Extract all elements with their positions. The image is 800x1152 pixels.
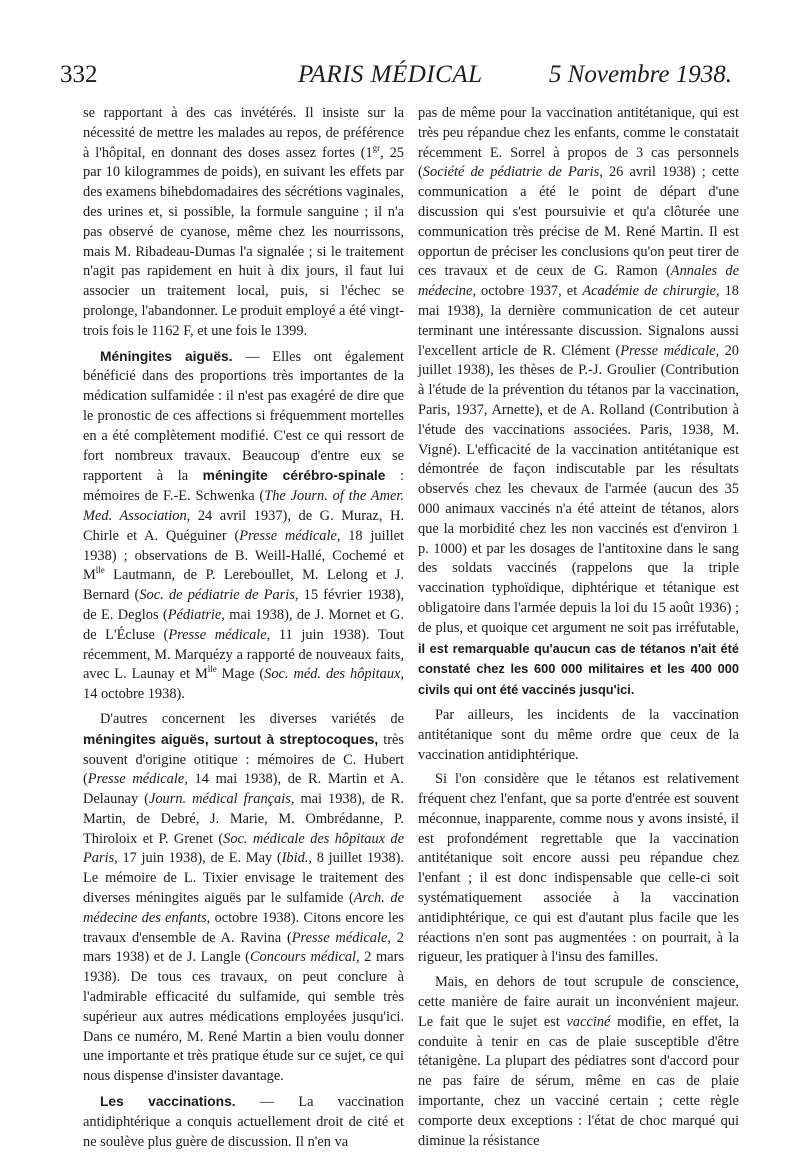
left-column [83, 104, 404, 1152]
bold-text: il est remarquable qu'aucun cas de tétanos n'ait été constaté chez les 600 000 militaires et les 400 000 civils qui ont été vaccinés jusqu'ici. [418, 640, 739, 698]
citation-text: Presse médicale, [620, 342, 720, 359]
body-text: Si l'on considère que le tétanos est relativement fréquent chez l'enfant, que sa porte d'entrée est souvent méconnue, inapparente, comme nous y avons insisté, il est profondément regrettable que la vaccination antitétanique soit encore aussi peu répandue chez l'enfant ; il est donc indispensable que celle-ci soit systématiquement associée à la vaccination antidiphtérique, ce qui est d'autant plus facile que les réactions n'en sont pas augmentées : on pourrait, à la rigueur, les pratiquer à l'insu des familles. [418, 771, 739, 966]
body-text: mai 1938), de J. Mornet et G. de L'Écluse ( [83, 606, 404, 643]
paragraph [83, 104, 404, 342]
body-text: modifie, en effet, la conduite à tenir en cas de plaie susceptible d'être tétanigène. La plupart des pédiatres sont d'accord pour ne pas faire de sérum, même en cas de plaie importante, chez un vacciné certain ; cette règle comporte deux exceptions : l'état de choc marqué qui diminue la résistance [418, 1013, 739, 1149]
right-column [418, 104, 739, 1151]
body-text: octobre 1937, et [475, 283, 583, 300]
bold-text: méningites aiguës, surtout à streptocoques, [83, 731, 379, 747]
citation-text: Concours médical, [249, 949, 360, 966]
paragraph [418, 973, 739, 1151]
citation-text: The Journ. of the Amer. Med. Association, [83, 488, 404, 524]
citation-text: Presse médicale, [239, 527, 341, 544]
body-text: 8 juillet 1938). Le mémoire de L. Tixier envisage le traitement des diverses méningites aiguës par le sulfamide ( [83, 850, 405, 907]
superscript: lle [95, 565, 105, 576]
body-text: très souvent d'origine otitique : mémoires de C. Hubert ( [83, 731, 404, 788]
body-text: 20 juillet 1938), les thèses de P.-J. Groulier (Contribution à l'étude de la prévention du tétanos par la vaccination, Paris, 1937, Arnette), et de A. Rolland (Contribution à l'étude des vaccinations associées. Paris, 1938, M. Vigné). L'efficacité de la vaccination antitétanique est démontrée de façon indiscutable par les résultats observés chez les chevaux de l'armée (aucun des 35 000 animaux vaccinés n'a été atteint de tétanos, alors que la morbidité chez les non vaccinés est d'environ 1 p. 1000) et par les dosages de l'antitoxine dans le sang des soldats vaccinés (rappelons que la triple vaccination typhoïdique, diphtérique et tétanique est obligatoire dans l'armée depuis la loi du 15 août 1936) ; de plus, et quoique cet argument ne soit pas irréfutable, [418, 342, 739, 636]
body-text: 17 juin 1938), de E. May ( [117, 850, 282, 867]
body-text: 11 juin 1938). Tout récemment, M. Marquézy a rapporté de nouveaux faits, avec L. Launay et M [83, 626, 404, 683]
paragraph [418, 706, 739, 765]
body-text: Lautmann, de P. Lereboullet, M. Lelong et J. Bernard ( [83, 567, 404, 604]
paragraph [83, 1092, 404, 1152]
body-text: se rapportant à des cas invétérés. Il insiste sur la nécessité de mettre les malades au repos, de préférence à l'hôpital, en donnant des doses assez fortes (1 [83, 105, 404, 161]
citation-text: Journ. médical français, [148, 791, 295, 808]
body-text: 15 février 1938), de E. Deglos ( [83, 587, 404, 623]
citation-text: Arch. de médecine des enfants, [83, 890, 404, 926]
citation-text: Ibid., [281, 850, 313, 867]
issue-date: 5 Novembre 1938. [548, 61, 732, 88]
bold-text: Méningites aiguës. [100, 348, 233, 364]
body-text: pas de même pour la vaccination antitétanique, qui est très peu répandue chez les enfants, comme le constatait récemment E. Sorrel à propos de 3 cas personnels ( [418, 105, 739, 181]
citation-text: Académie de chirurgie, [582, 283, 720, 300]
paragraph [418, 104, 739, 701]
citation-text: Société de pédiatrie de Paris, [422, 164, 603, 181]
body-text: 2 mars 1938) et de J. Langle ( [83, 929, 404, 966]
paragraph [418, 770, 739, 968]
body-text: Mais, en dehors de tout scrupule de conscience, cette manière de faire aurait un inconvénient majeur. Le fait que le sujet est [418, 974, 739, 1030]
bold-text: méningite cérébro-spinale [202, 468, 386, 484]
body-text: D'autres concernent les diverses variétés de [100, 710, 404, 727]
body-text: 18 mai 1938), la dernière communication de cet auteur terminant une intéressante discussion. Signalons aussi l'excellent article de R. Clément ( [418, 283, 739, 359]
body-text: Mage ( [216, 666, 265, 683]
page-number: 332 [60, 61, 98, 88]
citation-text: vacciné [566, 1013, 611, 1030]
body-text: — La vaccination antidiphtérique a conquis actuellement droit de cité et ne soulève plus guère de discussion. Il n'en va [83, 1094, 405, 1150]
citation-text: Presse médicale, [87, 771, 188, 788]
journal-title: PARIS MÉDICAL [298, 61, 483, 88]
citation-text: Soc. médicale des hôpitaux de Paris, [83, 830, 404, 867]
body-text: 2 mars 1938). De tous ces travaux, on peut conclure à l'admirable efficacité du sulfamide, qui semble très supérieur aux autres médications employées jusqu'ici. Dans ce numéro, M. René Martin a bien voulu donner une importante et très pratique étude sur ce sujet, ce qui nous dispense d'insister davantage. [83, 949, 404, 1085]
superscript: lle [207, 664, 217, 675]
body-text: 14 octobre 1938). [83, 686, 185, 703]
citation-text: Presse médicale, [291, 929, 391, 946]
citation-text: Pédiatrie, [167, 606, 225, 623]
body-text: — Elles ont également bénéficié dans des proportions très importantes de la médication sulfamidée : il n'est pas exagéré de dire que le pronostic de ces affections si fréquemment mortelles en a été complètement modifié. C'est ce qui ressort de fort nombreux travaux. Beaucoup d'entre eux se rapportent à la [83, 348, 404, 485]
body-text: 26 avril 1938) ; cette communication a été le point de départ d'une discussion qui s'est poursuivie et qu'a clôturée une communication très précise de M. René Martin. Il est opportun de préciser les conclusions qu'on peut tirer de ces travaux et de ceux de G. Ramon ( [418, 164, 740, 280]
paragraph [83, 710, 404, 1087]
body-text: 14 mai 1938), de R. Martin et A. Delaunay ( [83, 771, 405, 808]
citation-text: Soc. méd. des hôpitaux, [264, 666, 404, 683]
citation-text: Annales de médecine, [418, 263, 739, 300]
body-text: 18 juillet 1938) ; observations de B. Weill-Hallé, Cochemé et M [83, 527, 404, 584]
paragraph [83, 347, 404, 705]
body-text: mai 1938), de R. Martin, de Debré, J. Marie, M. Ombrédanne, P. Thiroloix et P. Grenet ( [83, 791, 404, 847]
body-text: : mémoires de F.-E. Schwenka ( [83, 468, 404, 505]
citation-text: Soc. de pédiatrie de Paris, [139, 587, 299, 604]
body-text: octobre 1938). Citons encore les travaux d'ensemble de A. Ravina ( [83, 909, 404, 946]
bold-text: Les vaccinations. [100, 1094, 236, 1110]
body-text: , 25 par 10 kilogrammes de poids), en suivant les effets par des examens bihebdomadaires des sécrétions vaginales, des urines et, si possible, la formule sanguine ; il n'a pas observé de cyanose, même chez les nourrissons, mais M. Ribadeau-Dumas l'a signalée ; si le traitement n'agit pas rapidement en huit à dix jours, il faut lui associer un traitement local, puis, si l'échec se prolonge, l'abandonner. Le produit employé a été vingt-trois fois le 1162 F, et une fois le 1399. [83, 144, 405, 339]
body-text: Par ailleurs, les incidents de la vaccination antitétanique sont du même ordre que ceux de la vaccination antidiphtérique. [418, 706, 739, 763]
superscript: gr [372, 142, 381, 153]
body-text: 24 avril 1937), de G. Muraz, H. Chirle et A. Quéguiner ( [83, 507, 404, 544]
citation-text: Presse médicale, [168, 626, 271, 643]
